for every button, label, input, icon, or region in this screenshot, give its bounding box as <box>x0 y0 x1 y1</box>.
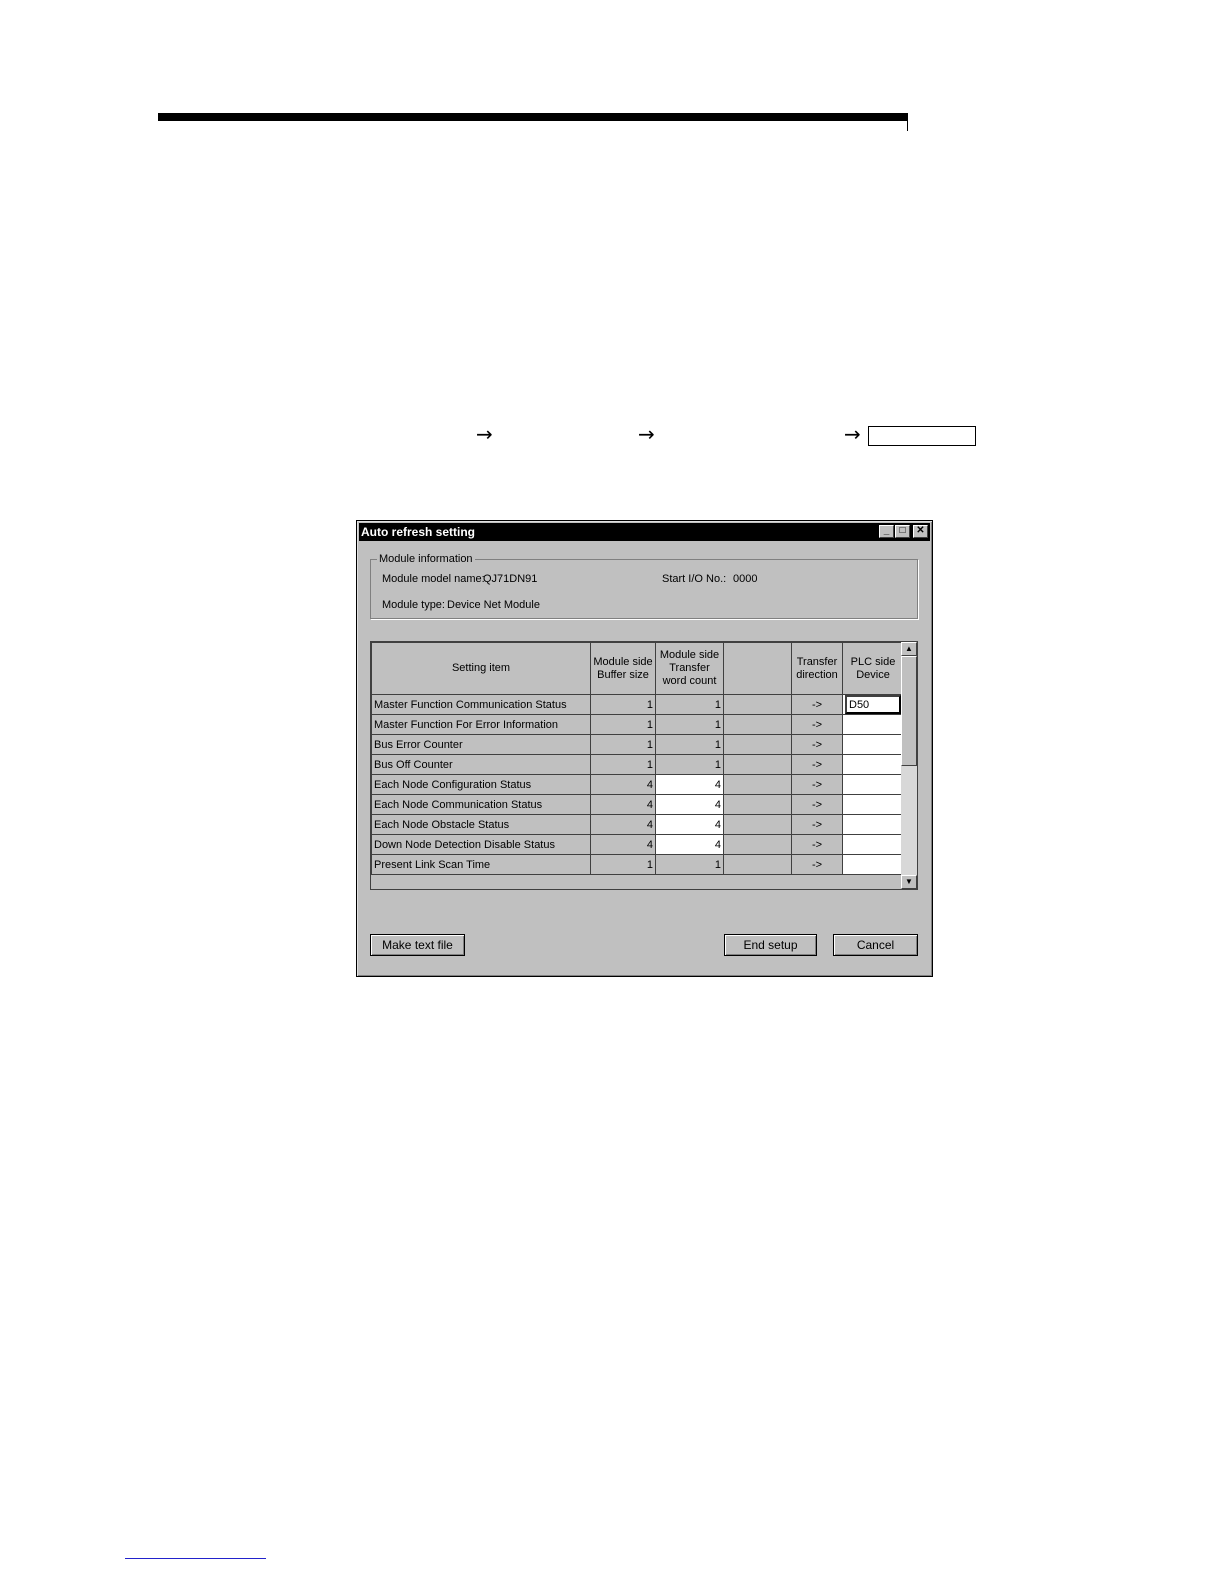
setting-item-cell: Each Node Configuration Status <box>372 775 591 795</box>
setting-item-cell: Each Node Communication Status <box>372 795 591 815</box>
transfer-word-count-cell: 1 <box>656 855 724 875</box>
module-model-name-label: Module model name: <box>382 573 485 585</box>
header-blank <box>724 643 792 695</box>
blank-cell <box>724 715 792 735</box>
plc-device-cell[interactable] <box>843 735 904 755</box>
header-plc-device: PLC side Device <box>843 643 904 695</box>
header-rule <box>158 113 908 121</box>
table-row <box>372 715 904 735</box>
plc-device-cell[interactable] <box>843 815 904 835</box>
header-buffer-size: Module side Buffer size <box>591 643 656 695</box>
transfer-word-count-cell: 1 <box>656 735 724 755</box>
blank-cell <box>724 835 792 855</box>
path-arrow-1: → <box>476 422 493 446</box>
dialog-titlebar[interactable] <box>359 523 930 541</box>
module-information-label: Module information <box>379 553 473 565</box>
blank-cell <box>724 735 792 755</box>
table-row <box>372 735 904 755</box>
plc-device-input[interactable] <box>845 795 901 814</box>
buffer-size-cell: 1 <box>591 715 656 735</box>
transfer-direction-cell: -> <box>792 755 843 775</box>
plc-device-input[interactable] <box>845 855 901 874</box>
setting-item-cell: Each Node Obstacle Status <box>372 815 591 835</box>
vertical-scrollbar[interactable] <box>901 642 917 889</box>
buffer-size-cell: 4 <box>591 815 656 835</box>
transfer-word-count-cell[interactable]: 4 <box>656 835 724 855</box>
buffer-size-cell: 1 <box>591 755 656 775</box>
blank-cell <box>724 855 792 875</box>
plc-device-cell[interactable] <box>843 855 904 875</box>
module-model-name-value: QJ71DN91 <box>483 573 538 585</box>
blank-cell <box>724 795 792 815</box>
setting-item-cell: Master Function For Error Information <box>372 715 591 735</box>
buffer-size-cell: 1 <box>591 695 656 715</box>
footer-link-underline <box>125 1558 266 1559</box>
table-header-row <box>372 643 904 695</box>
setting-item-cell: Present Link Scan Time <box>372 855 591 875</box>
setting-item-cell: Down Node Detection Disable Status <box>372 835 591 855</box>
window-controls <box>878 525 928 538</box>
table-row <box>372 815 904 835</box>
transfer-direction-cell: -> <box>792 835 843 855</box>
transfer-word-count-cell[interactable]: 4 <box>656 775 724 795</box>
transfer-direction-cell: -> <box>792 815 843 835</box>
header-rule-tick <box>907 121 908 131</box>
transfer-word-count-cell[interactable]: 4 <box>656 815 724 835</box>
table-row <box>372 835 904 855</box>
setting-item-cell: Master Function Communication Status <box>372 695 591 715</box>
scrollbar-thumb[interactable] <box>901 656 917 766</box>
transfer-direction-cell: -> <box>792 735 843 755</box>
scroll-down-icon[interactable]: ▼ <box>901 875 917 889</box>
header-setting-item: Setting item <box>372 643 591 695</box>
transfer-word-count-cell: 1 <box>656 695 724 715</box>
plc-device-cell[interactable] <box>843 755 904 775</box>
start-io-label: Start I/O No.: <box>662 573 727 585</box>
plc-device-input[interactable] <box>845 815 901 834</box>
path-arrow-2: → <box>638 422 655 446</box>
module-type-label: Module type: <box>382 599 445 611</box>
plc-device-cell[interactable] <box>843 775 904 795</box>
transfer-word-count-cell: 1 <box>656 755 724 775</box>
minimize-icon[interactable]: _ <box>879 525 894 538</box>
buffer-size-cell: 4 <box>591 835 656 855</box>
plc-device-input[interactable] <box>845 735 901 754</box>
close-icon[interactable]: ✕ <box>913 525 928 538</box>
transfer-direction-cell: -> <box>792 775 843 795</box>
header-transfer-word-count: Module side Transfer word count <box>656 643 724 695</box>
table-row <box>372 695 904 715</box>
plc-device-input[interactable] <box>845 775 901 794</box>
buffer-size-cell: 4 <box>591 775 656 795</box>
plc-device-input[interactable] <box>845 835 901 854</box>
make-text-file-button[interactable]: Make text file <box>370 934 465 956</box>
plc-device-input[interactable] <box>845 695 901 714</box>
transfer-direction-cell: -> <box>792 695 843 715</box>
table-row <box>372 775 904 795</box>
blank-cell <box>724 695 792 715</box>
end-setup-button[interactable]: End setup <box>724 934 817 956</box>
scroll-up-icon[interactable]: ▲ <box>901 642 917 656</box>
buffer-size-cell: 1 <box>591 735 656 755</box>
blank-cell <box>724 775 792 795</box>
start-io-value: 0000 <box>733 573 758 585</box>
transfer-direction-cell: -> <box>792 715 843 735</box>
plc-device-cell[interactable] <box>843 715 904 735</box>
buffer-size-cell: 1 <box>591 855 656 875</box>
auto-refresh-dialog <box>356 520 933 977</box>
buffer-size-cell: 4 <box>591 795 656 815</box>
table-row <box>372 795 904 815</box>
maximize-icon[interactable]: □ <box>895 525 910 538</box>
plc-device-input[interactable] <box>845 755 901 774</box>
path-target-box <box>868 426 976 446</box>
path-arrow-3: → <box>844 422 861 446</box>
setting-item-cell: Bus Off Counter <box>372 755 591 775</box>
auto-refresh-table <box>371 642 904 875</box>
blank-cell <box>724 815 792 835</box>
auto-refresh-grid <box>370 641 918 890</box>
transfer-direction-cell: -> <box>792 795 843 815</box>
cancel-button[interactable]: Cancel <box>833 934 918 956</box>
setting-item-cell: Bus Error Counter <box>372 735 591 755</box>
plc-device-cell[interactable] <box>843 835 904 855</box>
plc-device-cell[interactable] <box>843 795 904 815</box>
plc-device-input[interactable] <box>845 715 901 734</box>
dialog-title: Auto refresh setting <box>361 525 476 539</box>
module-type-value: Device Net Module <box>447 599 540 611</box>
transfer-word-count-cell[interactable]: 4 <box>656 795 724 815</box>
transfer-direction-cell: -> <box>792 855 843 875</box>
plc-device-cell[interactable] <box>843 695 904 715</box>
table-row <box>372 855 904 875</box>
table-row <box>372 755 904 775</box>
blank-cell <box>724 755 792 775</box>
transfer-word-count-cell: 1 <box>656 715 724 735</box>
header-transfer-direction: Transfer direction <box>792 643 843 695</box>
